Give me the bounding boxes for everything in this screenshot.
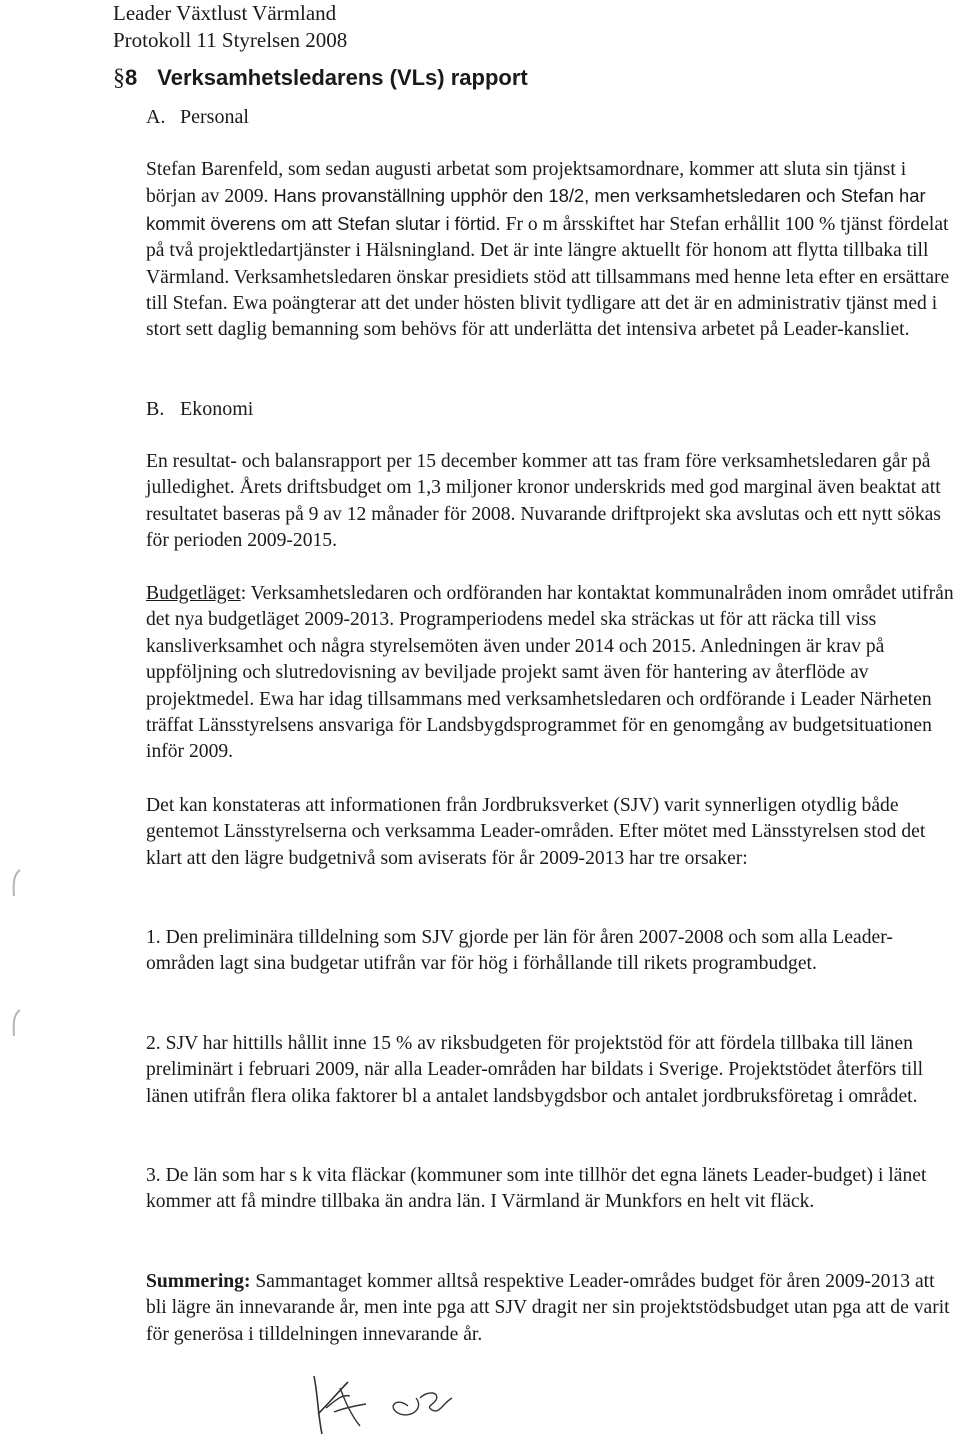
summary-text: Sammantaget kommer alltså respektive Leader-områdes budget för åren 2009-2013 att bli lägre än innevarande år, men inte pga att SJV dragit ner sin projektstödsbudget utan pga att de varit för generösa i tilldelningen innevarande år. [146,1271,950,1345]
subsection-letter: B. [146,398,165,420]
personal-sentence: Fr o m årsskiftet har Stefan erhållit 100 % tjänst fördelat på två projektledartjänster i Hälsningland. [146,213,949,262]
personal-sentence: Det är inte längre aktuellt för honom att flytta tillbaka till Värmland. [146,240,929,288]
summary-paragraph [146,1269,958,1348]
section-heading [113,64,528,92]
personal-sentence: Stefan Barenfeld, som sedan augusti arbetat som projektsamordnare, kommer att sluta sin tjänst i början av 2009. [146,159,907,208]
subsection-letter: A. [146,106,166,128]
scan-mark [10,1008,22,1038]
personal-sentence: Verksamhetsledaren önskar presidiets stöd att tillsammans med henne leta efter en ersättare till Stefan. [146,266,950,315]
document-header [113,0,347,54]
organization-name: Leader Växtlust Värmland [113,1,337,25]
initials-signature [300,1368,470,1438]
subsection-title: Ekonomi [180,398,254,420]
budget-paragraph [146,581,958,766]
reason-item-3: 3. De län som har s k vita fläckar (kommuner som inte tillhör det egna länets Leader-budget) i länet kommer att få mindre tillbaka än andra län. I Värmland är Munkfors en helt vit fläck. [146,1165,927,1213]
subsection-title: Personal [180,106,249,128]
personal-sentence: Ewa poängterar att det under hösten blivit tydligare att det är en administrativ tjänst med i stort sett daglig bemanning som behövs för att underlätta det intensiva arbetet på Leader-kansliet. [146,293,938,341]
section-title: Verksamhetsledarens (VLs) rapport [157,65,528,90]
reason-item-1: 1. Den preliminära tilldelning som SJV gjorde per län för åren 2007-2008 och som alla Leader-områden lagt sina budgetar utifrån var för hög i förhållande till rikets programbudget. [146,927,893,975]
section-symbol: § [113,65,125,91]
reason-item-2: 2. SJV har hittills hållit inne 15 % av riksbudgeten för projektstöd för att fördela tillbaka till länen preliminärt i februari 2009, när alla Leader-områden har bildats i Sverige. Projektstödet återförs till länen utifrån flera olika faktorer bl a antalet landsbygdsbor och antalet jordbruksföretag i området. [146,1033,924,1107]
sjv-paragraph: Det kan konstateras att informationen från Jordbruksverket (SJV) varit synnerligen otydlig både gentemot Länsstyrelserna och verksamma Leader-områden. Efter mötet med Länsstyrelsen stod det klart att den lägre budgetnivå som aviserats för år 2009-2013 har tre orsaker: [146,795,926,869]
budget-label: Budgetläget [146,583,241,604]
personal-sentence: Hans provanställning upphör den 18/2, men verksamhetsledaren och Stefan har kommit överens om att Stefan slutar i förtid. [146,185,926,234]
ekonomi-paragraph: En resultat- och balansrapport per 15 december kommer att tas fram före verksamhetsledaren går på julledighet. Årets driftsbudget om 1,3 miljoner kronor underskrids med god marginal även beaktat att resultatet baseras på 9 av 12 månader för 2008. Nuvarande driftprojekt ska avslutas och ett nytt sökas för perioden 2009-2015. [146,451,941,552]
section-number: 8 [125,65,138,90]
scan-mark [10,868,22,898]
budget-text: : Verksamhetsledaren och ordföranden har kontaktat kommunalråden inom området utifrån det nya budgetläget 2009-2013. Programperiodens medel ska sträckas ut för att räcka till viss kansliverksamhet och några styrelsemöten även under 2014 och 2015. Anledningen är krav på uppföljning och slutredovisning av beviljade projekt samt även för hantering av återflöde av projektmedel. Ewa har idag tillsammans med verksamhetsledaren och ordförande i Leader Närheten träffat Länsstyrelsens ansvariga för Landsbygdsprogrammet för en genomgång av budgetsituationen inför 2009. [146,583,954,763]
summary-label: Summering: [146,1271,251,1292]
subsection-personal-heading [146,104,249,130]
subsection-ekonomi-heading [146,396,253,422]
personal-paragraph [146,157,958,344]
protocol-title: Protokoll 11 Styrelsen 2008 [113,28,348,52]
